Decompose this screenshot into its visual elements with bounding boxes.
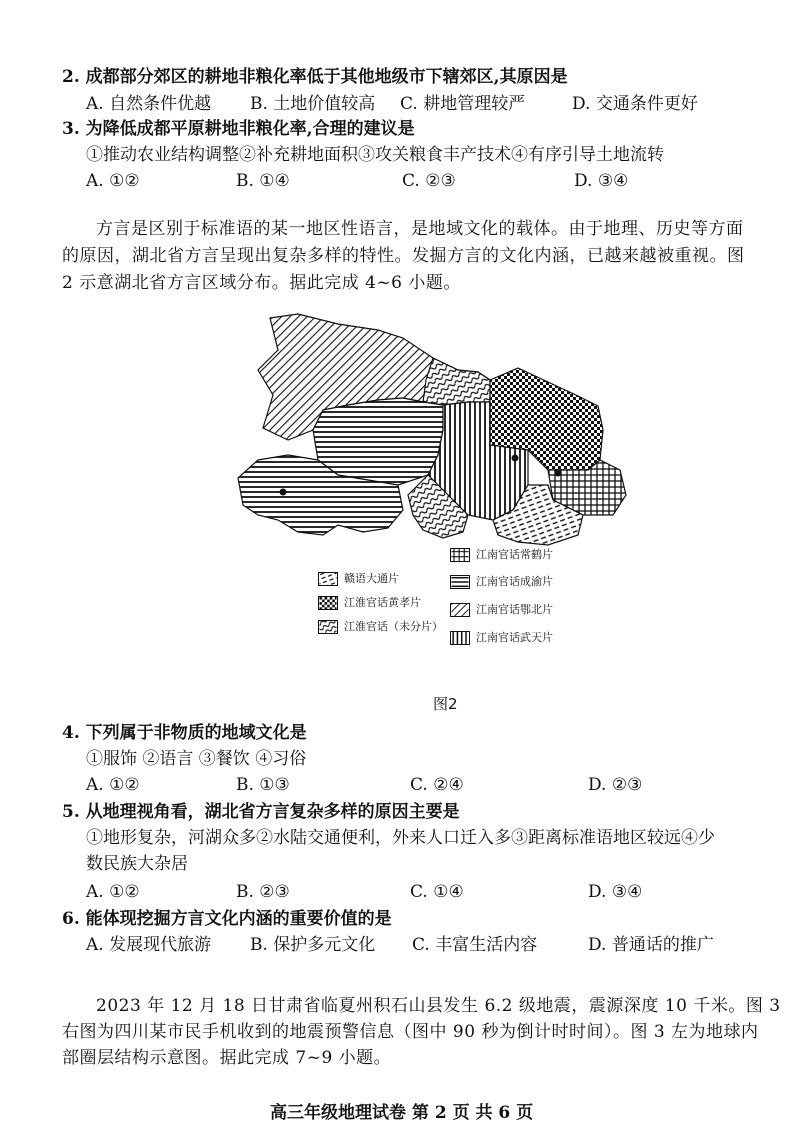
q3-items: ①推动农业结构调整②补充耕地面积③攻关粮食丰产技术④有序引导土地流转 bbox=[86, 145, 664, 165]
legend-swatch-changhe bbox=[450, 548, 470, 562]
legend-label-wutian: 江南官话武天片 bbox=[476, 631, 553, 644]
q6-option-c: C. 丰富生活内容 bbox=[412, 935, 538, 955]
q2-option-b: B. 土地价值较高 bbox=[250, 94, 376, 114]
city-dot-west bbox=[280, 489, 287, 496]
legend-label-changhe: 江南官话常鹤片 bbox=[476, 548, 553, 561]
legend-label-ebei: 江南官话鄂北片 bbox=[476, 603, 553, 616]
q4-option-c: C. ②④ bbox=[410, 775, 464, 795]
q5-items-line2: 数民族大杂居 bbox=[86, 854, 188, 874]
q5-option-c: C. ①④ bbox=[410, 882, 464, 902]
q4-option-d: D. ②③ bbox=[588, 775, 643, 795]
figure-caption: 图2 bbox=[433, 695, 458, 713]
legend-label-huangxiao: 江淮官话黄孝片 bbox=[344, 596, 421, 609]
legend-label-gan: 赣语大通片 bbox=[344, 572, 399, 585]
passage2-line1: 2023 年 12 月 18 日甘肃省临夏州积石山县发生 6.2 级地震，震源深度 10 千米。图 3 bbox=[96, 996, 781, 1016]
legend-jianghuai bbox=[318, 620, 443, 634]
q3-option-a: A. ①② bbox=[86, 171, 140, 191]
legend-chengyu bbox=[450, 575, 553, 589]
q5-option-b: B. ②③ bbox=[236, 882, 290, 902]
legend-swatch-ebei bbox=[450, 603, 470, 617]
q2-option-d: D. 交通条件更好 bbox=[572, 94, 698, 114]
q2-option-c: C. 耕地管理较严 bbox=[400, 94, 526, 114]
passage1-line1: 方言是区别于标准语的某一地区性语言，是地域文化的载体。由于地理、历史等方面 bbox=[96, 219, 744, 239]
legend-swatch-wutian bbox=[450, 631, 470, 645]
legend-swatch-huangxiao bbox=[318, 596, 338, 610]
legend-ebei bbox=[450, 603, 553, 617]
legend-swatch-jianghuai bbox=[318, 620, 338, 634]
city-dot-central bbox=[512, 455, 519, 462]
legend-gan bbox=[318, 572, 399, 586]
region-jianghuai-north bbox=[423, 358, 490, 405]
passage1-line3: 2 示意湖北省方言区域分布。据此完成 4~6 小题。 bbox=[62, 273, 461, 293]
q3-option-d: D. ③④ bbox=[574, 171, 629, 191]
legend-changhe bbox=[450, 548, 553, 562]
q6-option-b: B. 保护多元文化 bbox=[250, 935, 376, 955]
legend-label-chengyu: 江南官话成渝片 bbox=[476, 575, 553, 588]
passage2-line3: 部圈层结构示意图。据此完成 7~9 小题。 bbox=[62, 1048, 392, 1068]
hubei-dialect-map bbox=[228, 310, 628, 550]
q4-option-b: B. ①③ bbox=[236, 775, 290, 795]
legend-wutian bbox=[450, 631, 553, 645]
q3-option-c: C. ②③ bbox=[402, 171, 456, 191]
q6-stem: 6. 能体现挖掘方言文化内涵的重要价值的是 bbox=[62, 909, 392, 929]
q5-items-line1: ①地形复杂，河湖众多②水陆交通便利，外来人口迁入多③距离标准语地区较远④少 bbox=[86, 828, 715, 848]
q4-items: ①服饰 ②语言 ③餐饮 ④习俗 bbox=[86, 749, 307, 769]
legend-label-jianghuai: 江淮官话（未分片） bbox=[344, 620, 443, 633]
passage1-line2: 的原因，湖北省方言呈现出复杂多样的特性。发掘方言的文化内涵，已越来越被重视。图 bbox=[62, 246, 745, 266]
passage2-line2: 右图为四川某市民手机收到的地震预警信息（图中 90 秒为倒计时时间）。图 3 左为地球内 bbox=[62, 1022, 759, 1042]
legend-swatch-gan bbox=[318, 572, 338, 586]
legend-huangxiao bbox=[318, 596, 421, 610]
q6-option-d: D. 普通话的推广 bbox=[588, 935, 714, 955]
q2-option-a: A. 自然条件优越 bbox=[86, 94, 212, 114]
q3-stem: 3. 为降低成都平原耕地非粮化率,合理的建议是 bbox=[62, 119, 415, 139]
q5-option-d: D. ③④ bbox=[588, 882, 643, 902]
q2-stem: 2. 成都部分郊区的耕地非粮化率低于其他地级市下辖郊区,其原因是 bbox=[62, 67, 568, 87]
q5-stem: 5. 从地理视角看，湖北省方言复杂多样的原因主要是 bbox=[62, 802, 460, 822]
q6-option-a: A. 发展现代旅游 bbox=[86, 935, 212, 955]
legend-swatch-chengyu bbox=[450, 575, 470, 589]
page-footer: 高三年级地理试卷 第 2 页 共 6 页 bbox=[270, 1103, 534, 1123]
city-dot-east bbox=[555, 470, 562, 477]
q4-stem: 4. 下列属于非物质的地域文化是 bbox=[62, 723, 307, 743]
q3-option-b: B. ①④ bbox=[236, 171, 290, 191]
q4-option-a: A. ①② bbox=[86, 775, 140, 795]
q5-option-a: A. ①② bbox=[86, 882, 140, 902]
